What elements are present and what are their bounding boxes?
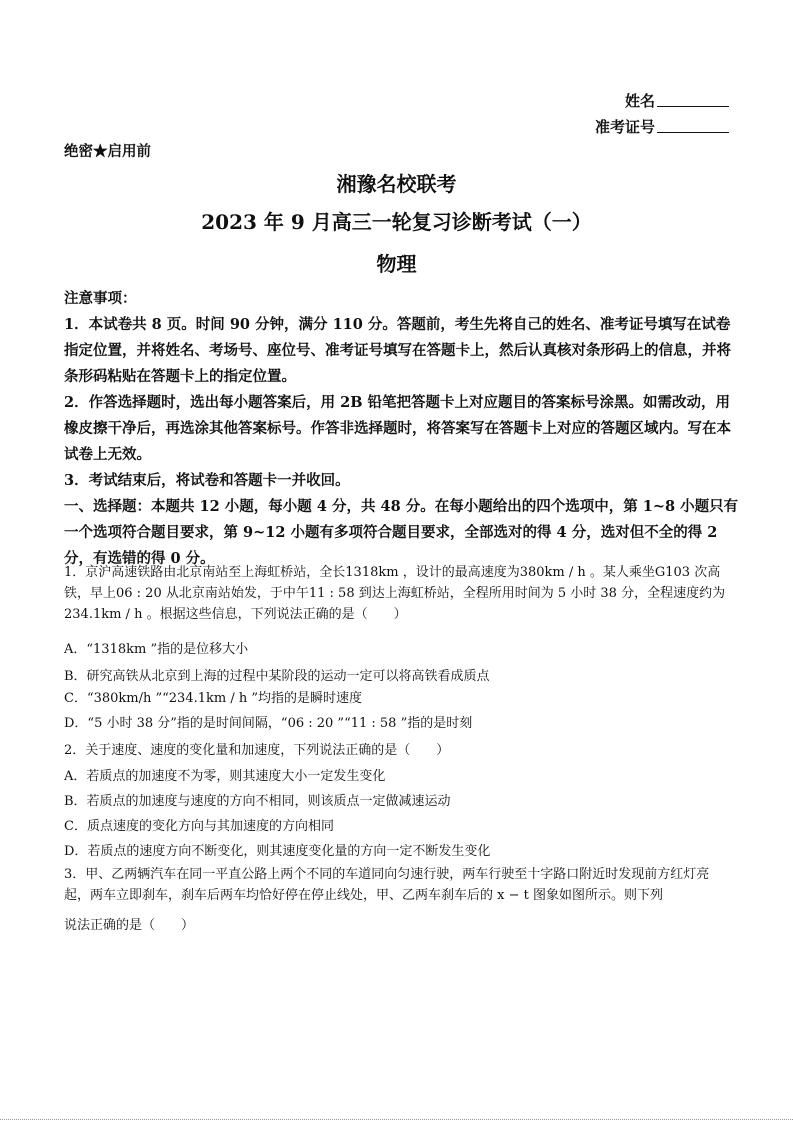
question-2-option-b: B．若质点的加速度与速度的方向不相同，则该质点一定做减速运动 (64, 794, 451, 809)
name-blank (657, 92, 729, 107)
note-item: 3．考试结束后，将试卷和答题卡一并收回。 (64, 472, 350, 489)
question-1-option-c: C．“380km/h ”“234.1km / h ”均指的是瞬时速度 (64, 691, 363, 706)
exam-id-label: 准考证号 (594, 118, 655, 136)
note-item: 2．作答选择题时，选出每小题答案后，用 2B 铅笔把答题卡上对应题目的答案标号涂黑。如需改动，用橡皮擦干净后，再选涂其他答案标号。作答非选择题时，将答案写在答题卡上对应的答题区域内。写在本试卷上无效。 (64, 394, 731, 463)
notes-block (64, 286, 739, 572)
question-2-stem: 2．关于速度、速度的变化量和加速度，下列说法正确的是（ ） (64, 743, 450, 758)
question-1-option-b: B．研究高铁从北京到上海的过程中某阶段的运动一定可以将高铁看成质点 (64, 669, 490, 684)
question-1-stem (64, 562, 734, 625)
question-stem-text: 1．京沪高速铁路由北京南站至上海虹桥站，全长1318km ，设计的最高速度为380km / h 。某人乘坐G103 次高铁，早上06 : 20 从北京南站始发，于中午11 : 58 到达上海虹桥站，全程所用时间为 5 小时 38 分，全程速度约为 234.1km / h 。根据这些信息，下列说法正确的是（ ） (64, 565, 726, 622)
question-2-option-c: C．质点速度的变化方向与其加速度的方向相同 (64, 819, 334, 834)
question-3-stem (64, 864, 734, 906)
question-stem-text: 3．甲、乙两辆汽车在同一平直公路上两个不同的车道同向匀速行驶，两车行驶至十字路口附近时发现前方红灯亮起，两车立即刹车，刹车后两车均恰好停在停止线处，甲、乙两车刹车后的 x − t 图象如图所示。则下列 (64, 867, 710, 903)
exam-title: 2023 年 9 月高三一轮复习诊断考试（一） (201, 210, 592, 234)
section-heading: 一、选择题：本题共 12 小题，每小题 4 分，共 48 分。在每小题给出的四个选项中，第 1~8 小题只有一个选项符合题目要求，第 9~12 小题有多项符合题目要求，全部选对的得 4 分，选对但不全的得 2 分，有选错的得 0 分。 (64, 498, 739, 567)
secret-mark: 绝密★启用前 (64, 143, 151, 160)
question-2-option-a: A．若质点的加速度不为零，则其速度大小一定发生变化 (64, 769, 386, 784)
note-item: 1．本试卷共 8 页。时间 90 分钟，满分 110 分。答题前，考生先将自己的姓名、准考证号填写在试卷指定位置，并将姓名、考场号、座位号、准考证号填写在答题卡上，然后认真核对条形码上的信息，并将条形码粘贴在答题卡上的指定位置。 (64, 316, 731, 385)
subject-title: 物理 (376, 252, 417, 276)
notes-heading: 注意事项： (64, 290, 137, 307)
question-1-option-a: A．“1318km ”指的是位移大小 (64, 642, 249, 657)
page-bottom-rule (0, 1119, 793, 1120)
question-2-option-d: D．若质点的速度方向不断变化，则其速度变化量的方向一定不断发生变化 (64, 844, 491, 859)
question-3-stem-tail: 说法正确的是（ ） (64, 918, 195, 933)
name-field (625, 90, 729, 111)
question-1-option-d: D．“5 小时 38 分”指的是时间间隔，“06 : 20 ”“11 : 58 ”指的是时刻 (64, 716, 473, 731)
exam-id-field (595, 116, 729, 137)
name-label: 姓名 (624, 92, 655, 110)
exam-org-title: 湘豫名校联考 (336, 172, 457, 196)
exam-id-blank (657, 118, 729, 133)
